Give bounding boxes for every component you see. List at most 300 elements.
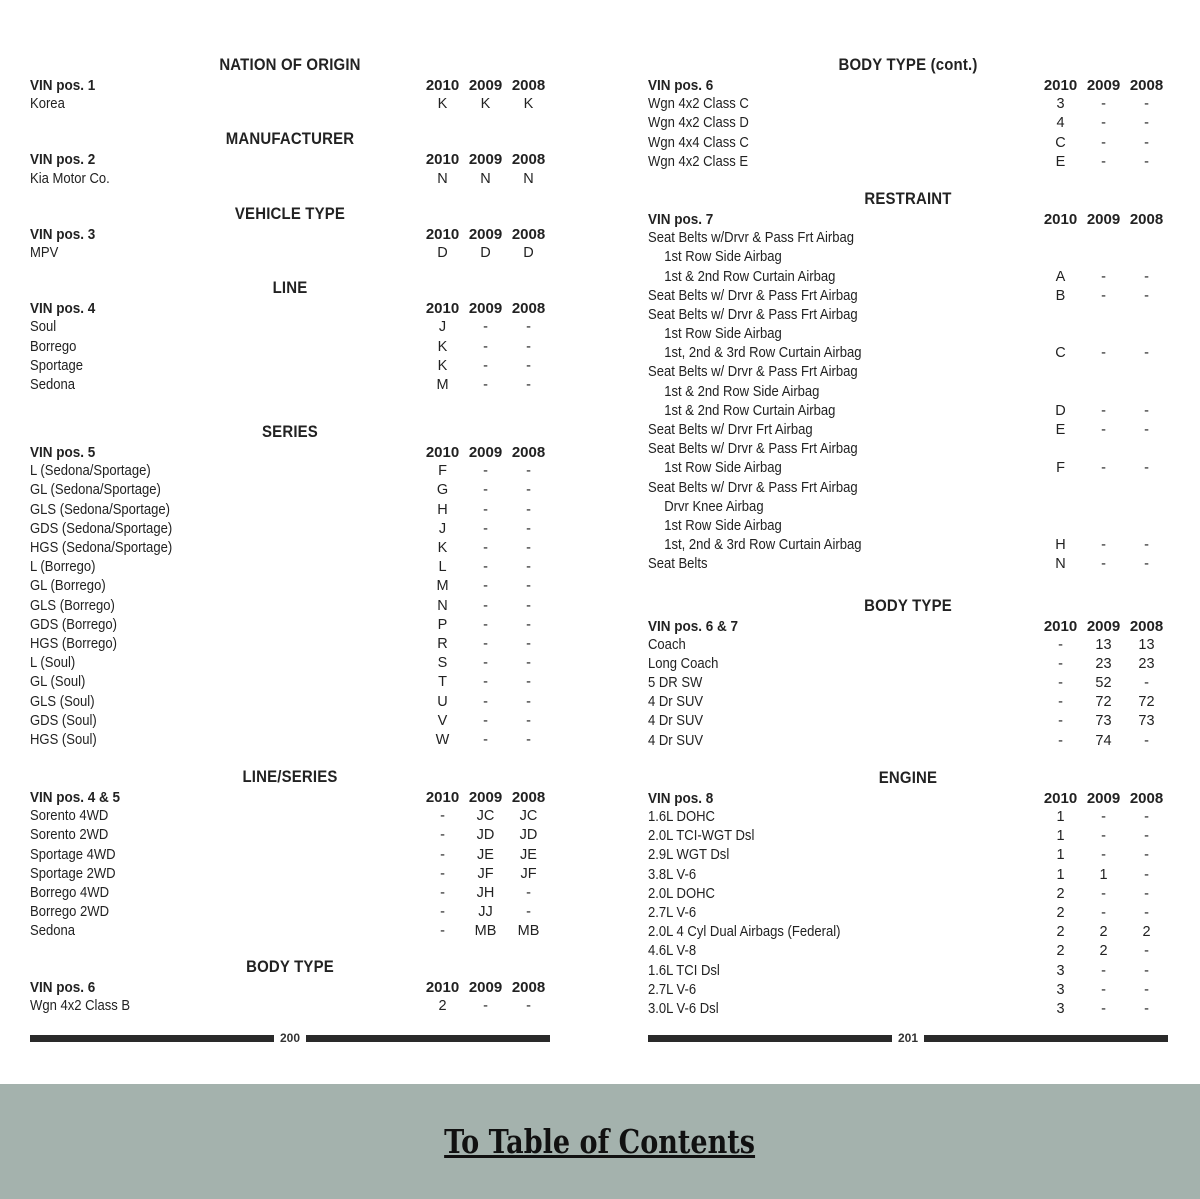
row-label: Seat Belts w/ Drvr Frt Airbag [648, 422, 813, 438]
row-label: GDS (Sedona/Sportage) [30, 520, 173, 537]
year-header: 2008 [1129, 77, 1164, 94]
table-row [648, 827, 1168, 846]
code-cell: - [526, 885, 531, 901]
code-cell: 52 [1095, 675, 1112, 692]
vin-position-label: VIN pos. 1 [30, 77, 96, 94]
code-cell: - [1144, 866, 1149, 883]
code-cell: - [483, 319, 488, 336]
code-cell: - [1144, 981, 1149, 998]
code-cell [1039, 517, 1082, 536]
section-spacer [648, 575, 1168, 593]
code-cell: E [1055, 422, 1066, 438]
table-row [30, 318, 550, 337]
table-row [648, 942, 1168, 961]
code-cell: 1 [1099, 866, 1108, 883]
table-row [648, 421, 1168, 440]
code-cell: L [438, 559, 447, 576]
code-cell: - [1144, 422, 1149, 438]
code-cell: C [1055, 134, 1066, 151]
table-row [648, 536, 1168, 555]
table-row [648, 808, 1168, 827]
code-cell: - [526, 712, 531, 729]
table-row [648, 134, 1168, 153]
code-cell: - [526, 482, 531, 499]
row-label: Seat Belts w/ Drvr & Pass Frt Airbag [648, 441, 858, 458]
row-label: 1st & 2nd Row Curtain Airbag [664, 402, 836, 419]
section-spacer [30, 114, 550, 126]
table-row [30, 520, 550, 539]
row-label: 4 Dr SUV [648, 732, 704, 749]
table-row [30, 170, 550, 189]
column-header-row [648, 789, 1168, 808]
code-cell: JJ [478, 904, 493, 921]
code-cell: MB [517, 923, 540, 940]
column-header-row [30, 76, 550, 95]
code-cell: K [437, 338, 448, 355]
code-cell: MB [474, 923, 497, 940]
year-header: 2008 [511, 978, 546, 996]
code-cell: JE [477, 846, 494, 863]
year-header: 2009 [468, 151, 503, 169]
section-heading: VEHICLE TYPE [234, 203, 346, 223]
code-cell [1082, 498, 1125, 517]
table-row [30, 731, 550, 750]
code-cell: - [1101, 981, 1106, 998]
code-cell: D [523, 244, 534, 261]
left-page-footer [30, 1031, 550, 1045]
row-label: Seat Belts w/ Drvr & Pass Frt Airbag [648, 479, 858, 496]
page-number: 200 [279, 1031, 301, 1045]
section-spacer [648, 751, 1168, 765]
row-label: 2.7L V-6 [648, 904, 697, 921]
row-label: 4.6L V-8 [648, 943, 697, 960]
page-top-margin [648, 0, 1168, 52]
row-label: HGS (Soul) [30, 731, 97, 748]
row-label: Long Coach [648, 655, 719, 672]
section-heading: ENGINE [878, 767, 938, 787]
code-cell: D [480, 244, 491, 261]
code-cell: T [438, 674, 447, 691]
code-cell: - [526, 635, 531, 652]
table-row [648, 248, 1168, 267]
table-row [30, 846, 550, 865]
row-label: Wgn 4x2 Class D [648, 115, 749, 132]
table-row [648, 229, 1168, 248]
table-row [648, 981, 1168, 1000]
code-cell: 74 [1095, 732, 1112, 749]
year-header: 2009 [1086, 789, 1121, 807]
table-row [648, 866, 1168, 885]
right-page [648, 0, 1168, 1045]
code-cell: M [436, 376, 449, 393]
row-label: Coach [648, 636, 686, 653]
code-cell: 23 [1095, 655, 1112, 672]
table-row [648, 363, 1168, 382]
row-label: 2.0L DOHC [648, 885, 715, 902]
code-cell: 3 [1056, 1000, 1065, 1017]
code-cell: J [438, 520, 447, 537]
code-cell: N [480, 170, 491, 187]
row-label: MPV [30, 244, 59, 261]
column-header-row [648, 76, 1168, 95]
table-row [30, 826, 550, 845]
code-section [648, 595, 1168, 751]
code-cell: K [480, 96, 491, 113]
code-cell: N [523, 170, 534, 187]
row-label: GL (Sedona/Sportage) [30, 482, 161, 499]
row-label: Kia Motor Co. [30, 170, 110, 187]
year-header: 2009 [1086, 210, 1121, 228]
table-row [30, 597, 550, 616]
code-cell: - [1144, 134, 1149, 151]
year-header: 2010 [425, 77, 460, 94]
code-cell: - [440, 923, 445, 940]
table-row [648, 517, 1168, 536]
year-header: 2008 [511, 300, 546, 318]
code-cell: JE [520, 846, 537, 863]
code-cell: 3 [1056, 962, 1065, 979]
row-label: 2.7L V-6 [648, 981, 697, 998]
table-row [30, 95, 550, 114]
table-row [30, 338, 550, 357]
table-row [648, 325, 1168, 344]
vin-position-label: VIN pos. 2 [30, 151, 96, 169]
code-cell: 23 [1138, 655, 1155, 672]
code-cell: - [1101, 402, 1106, 419]
code-cell: - [1144, 268, 1149, 285]
row-label: Borrego 4WD [30, 885, 110, 901]
vin-position-label: VIN pos. 7 [648, 210, 714, 228]
column-header-row [648, 617, 1168, 636]
code-cell: 2 [1056, 885, 1065, 902]
left-page [30, 0, 550, 1045]
code-cell [1082, 517, 1125, 536]
section-spacer [30, 395, 550, 419]
code-cell: K [523, 96, 534, 113]
row-label: 1st, 2nd & 3rd Row Curtain Airbag [664, 537, 862, 554]
section-heading: MANUFACTURER [225, 129, 355, 149]
table-row [648, 114, 1168, 133]
code-cell: - [1101, 153, 1106, 170]
year-header: 2010 [425, 444, 460, 462]
code-cell: - [526, 904, 531, 921]
code-cell: - [526, 597, 531, 614]
row-label: HGS (Sedona/Sportage) [30, 540, 173, 556]
table-row [30, 865, 550, 884]
code-cell: - [1058, 694, 1063, 711]
row-label: GL (Soul) [30, 674, 86, 691]
code-cell: - [483, 482, 488, 499]
code-cell [1125, 229, 1168, 248]
table-row [648, 693, 1168, 712]
code-cell: 2 [1099, 924, 1108, 941]
year-header: 2008 [511, 789, 546, 807]
section-spacer [648, 172, 1168, 186]
code-cell: - [1101, 828, 1106, 845]
code-cell: - [526, 559, 531, 576]
code-cell: JC [519, 808, 538, 825]
row-label: 1st & 2nd Row Side Airbag [664, 383, 820, 400]
code-section [30, 421, 550, 750]
year-header: 2010 [1043, 210, 1078, 228]
code-cell [1125, 383, 1168, 402]
table-row [648, 479, 1168, 498]
table-row [648, 268, 1168, 287]
code-cell: - [1144, 402, 1149, 419]
code-cell [1125, 498, 1168, 517]
code-cell: 4 [1056, 115, 1065, 132]
code-cell [1125, 306, 1168, 325]
row-label: 1st Row Side Airbag [664, 460, 782, 477]
vin-position-label: VIN pos. 8 [648, 789, 714, 807]
code-cell: W [435, 731, 450, 748]
row-label: L (Sedona/Sportage) [30, 463, 151, 480]
code-cell: - [1101, 537, 1106, 554]
code-cell [1039, 479, 1082, 498]
row-label: 4 Dr SUV [648, 713, 704, 730]
code-section [30, 203, 550, 263]
code-cell: - [526, 578, 531, 595]
code-cell: - [483, 616, 488, 633]
code-section [30, 54, 550, 114]
code-cell: - [1144, 732, 1149, 749]
code-cell: - [1144, 556, 1149, 573]
table-row [30, 481, 550, 500]
year-header: 2008 [511, 77, 546, 94]
year-header: 2008 [1129, 210, 1164, 228]
code-cell: - [440, 904, 445, 921]
code-cell: JD [519, 827, 538, 844]
code-cell: 13 [1138, 636, 1155, 653]
code-cell: 3 [1056, 981, 1065, 998]
code-cell: U [437, 693, 448, 710]
year-header: 2008 [511, 444, 546, 462]
vin-position-label: VIN pos. 4 & 5 [30, 789, 121, 807]
section-heading: BODY TYPE (cont.) [838, 55, 978, 74]
code-cell: 2 [1142, 924, 1151, 941]
row-label: Sedona [30, 923, 75, 940]
code-cell: - [483, 559, 488, 576]
code-cell: C [1055, 345, 1066, 362]
row-label: GDS (Soul) [30, 712, 97, 729]
table-row [30, 635, 550, 654]
table-row [648, 636, 1168, 655]
table-row [648, 95, 1168, 114]
row-label: Wgn 4x2 Class C [648, 96, 749, 113]
year-header: 2009 [468, 978, 503, 996]
vin-position-label: VIN pos. 6 [30, 978, 96, 996]
code-cell: - [1058, 713, 1063, 730]
code-cell: - [526, 357, 531, 374]
row-label: 3.8L V-6 [648, 866, 697, 883]
table-row [648, 732, 1168, 751]
code-cell: - [440, 808, 445, 825]
code-cell: - [1058, 636, 1063, 653]
code-cell: 1 [1056, 847, 1065, 864]
table-row [648, 344, 1168, 363]
code-cell: JH [476, 885, 495, 901]
year-header: 2010 [425, 978, 460, 996]
year-header: 2009 [468, 444, 503, 462]
code-cell: - [483, 501, 488, 518]
code-cell [1082, 383, 1125, 402]
table-of-contents-link[interactable]: To Table of Contents [444, 1122, 756, 1161]
table-row [30, 654, 550, 673]
code-cell: A [1055, 268, 1066, 285]
code-cell [1125, 248, 1168, 267]
row-label: Borrego 2WD [30, 904, 110, 921]
code-cell: J [438, 319, 447, 336]
code-cell [1082, 248, 1125, 267]
code-cell: G [436, 482, 449, 499]
code-cell [1039, 440, 1082, 459]
table-row [30, 244, 550, 263]
year-header: 2010 [425, 225, 460, 243]
table-row [648, 904, 1168, 923]
row-label: Seat Belts [648, 556, 708, 573]
code-cell: K [437, 96, 448, 113]
table-row [30, 884, 550, 903]
year-header: 2008 [511, 151, 546, 169]
table-row [30, 462, 550, 481]
code-cell: - [440, 827, 445, 844]
year-header: 2009 [468, 789, 503, 807]
code-cell: N [437, 170, 448, 187]
code-cell: JD [476, 827, 495, 844]
code-cell: K [437, 357, 448, 374]
code-cell: - [483, 376, 488, 393]
year-header: 2009 [468, 77, 503, 94]
table-row [648, 153, 1168, 172]
vin-position-label: VIN pos. 4 [30, 300, 96, 318]
code-section [648, 767, 1168, 1019]
row-label: 1st, 2nd & 3rd Row Curtain Airbag [664, 345, 862, 362]
code-cell: - [526, 463, 531, 480]
code-cell: - [1101, 96, 1106, 113]
code-cell: - [1144, 809, 1149, 825]
code-section [30, 956, 550, 1016]
code-cell: D [1055, 402, 1066, 419]
table-row [30, 577, 550, 596]
code-cell: 73 [1095, 713, 1112, 730]
row-label: 1st & 2nd Row Curtain Airbag [664, 268, 836, 285]
code-cell: S [437, 655, 448, 672]
table-row [30, 903, 550, 922]
code-cell: - [526, 540, 531, 556]
code-cell: - [526, 501, 531, 518]
row-label: Seat Belts w/ Drvr & Pass Frt Airbag [648, 364, 858, 381]
code-cell [1082, 325, 1125, 344]
table-row [30, 376, 550, 395]
code-cell: - [1144, 943, 1149, 960]
code-cell [1039, 248, 1082, 267]
code-cell: - [1101, 885, 1106, 902]
code-cell [1039, 498, 1082, 517]
code-cell: V [437, 712, 448, 729]
code-cell: 2 [1056, 924, 1065, 941]
table-row [648, 459, 1168, 478]
code-cell: N [437, 597, 448, 614]
section-heading: LINE [272, 278, 308, 298]
code-cell [1125, 440, 1168, 459]
code-cell [1082, 229, 1125, 248]
table-row [30, 673, 550, 692]
code-cell: - [483, 712, 488, 729]
year-header: 2009 [1086, 77, 1121, 94]
row-label: Wgn 4x4 Class C [648, 134, 749, 151]
section-heading: RESTRAINT [864, 188, 952, 208]
column-header-row [30, 225, 550, 244]
vin-position-label: VIN pos. 6 & 7 [648, 617, 739, 635]
code-cell: JF [520, 865, 537, 882]
table-row [30, 712, 550, 731]
table-row [648, 674, 1168, 693]
code-cell: JC [476, 808, 495, 825]
row-label: Wgn 4x2 Class E [648, 153, 749, 170]
table-row [648, 846, 1168, 865]
navigation-band [0, 1084, 1200, 1199]
code-cell [1039, 325, 1082, 344]
code-cell: - [1144, 537, 1149, 554]
row-label: 1.6L TCI Dsl [648, 962, 720, 979]
row-label: GL (Borrego) [30, 578, 106, 595]
footer-rule-right [924, 1035, 1168, 1042]
year-header: 2010 [1043, 77, 1078, 94]
right-page-footer [648, 1031, 1168, 1045]
section-spacer [30, 189, 550, 201]
row-label: GLS (Borrego) [30, 597, 115, 614]
column-header-row [30, 443, 550, 462]
code-cell: - [1144, 460, 1149, 477]
code-cell: - [1101, 115, 1106, 132]
footer-rule-right [306, 1035, 550, 1042]
code-cell: - [1144, 153, 1149, 170]
table-row [30, 616, 550, 635]
table-row [648, 555, 1168, 574]
code-cell [1082, 306, 1125, 325]
row-label: Seat Belts w/ Drvr & Pass Frt Airbag [648, 306, 858, 323]
row-label: L (Borrego) [30, 559, 96, 576]
code-section [30, 128, 550, 188]
code-cell: - [1144, 904, 1149, 921]
year-header: 2010 [425, 300, 460, 318]
code-cell: E [1055, 153, 1066, 170]
page-number: 201 [897, 1031, 919, 1045]
code-cell: 13 [1095, 636, 1112, 653]
code-cell [1039, 383, 1082, 402]
row-label: HGS (Borrego) [30, 635, 118, 652]
row-label: Borrego [30, 338, 77, 355]
column-header-row [30, 150, 550, 169]
column-header-row [30, 978, 550, 997]
row-label: Wgn 4x2 Class B [30, 997, 131, 1014]
row-label: 2.0L TCI-WGT Dsl [648, 828, 755, 845]
code-cell: F [1056, 460, 1065, 477]
code-cell: - [440, 865, 445, 882]
code-cell: - [483, 520, 488, 537]
row-label: Sedona [30, 376, 75, 393]
year-header: 2009 [468, 225, 503, 243]
code-cell: R [437, 635, 448, 652]
code-section [30, 277, 550, 395]
section-spacer [30, 942, 550, 954]
code-cell: 2 [438, 997, 447, 1014]
code-cell: - [526, 338, 531, 355]
code-cell: - [483, 540, 488, 556]
code-section [648, 54, 1168, 172]
code-cell: - [1058, 732, 1063, 749]
year-header: 2008 [511, 225, 546, 243]
